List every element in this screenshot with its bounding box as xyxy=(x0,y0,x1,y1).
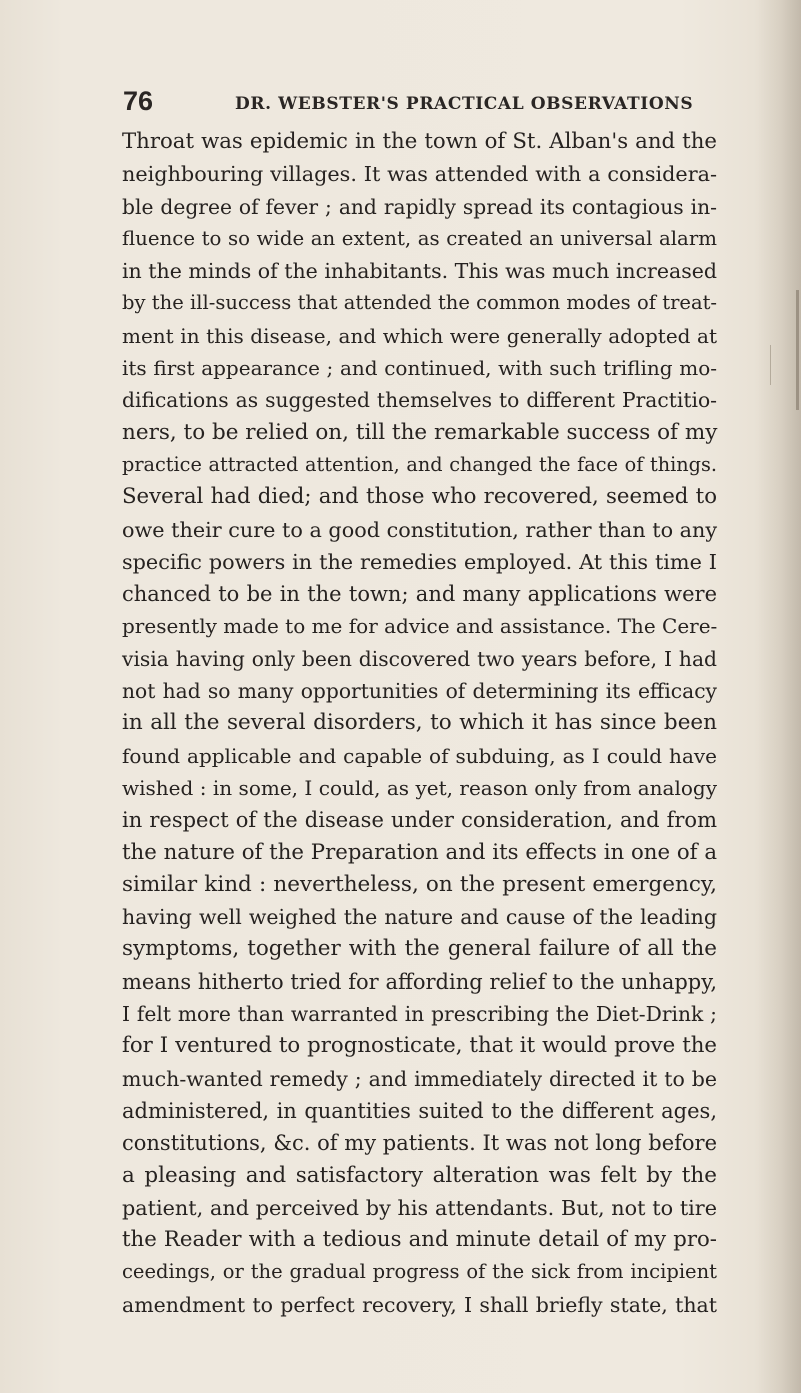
text-line: Several had died; and those who recovered, seemed to xyxy=(122,484,717,510)
text-line: I felt more than warranted in prescribing the Diet-Drink ; xyxy=(122,1002,717,1027)
text-line: in respect of the disease under consideration, and from xyxy=(122,808,717,833)
text-line: for I ventured to prognosticate, that it would prove the xyxy=(122,1033,717,1059)
text-line: ners, to be relied on, till the remarkable success of my xyxy=(122,419,718,445)
text-line: found applicable and capable of subduing, as I could have xyxy=(122,743,717,768)
page-edge-shadow xyxy=(757,0,801,1393)
text-line: in all the several disorders, to which it has since been xyxy=(122,710,717,736)
text-line: similar kind : nevertheless, on the present emergency, xyxy=(122,871,717,897)
text-line: ceedings, or the gradual progress of the sick from incipient xyxy=(122,1260,717,1284)
text-line: neighbouring villages. It was attended with a considera- xyxy=(122,162,717,187)
text-line: ment in this disease, and which were generally adopted at xyxy=(122,323,717,348)
text-line: patient, and perceived by his attendants. But, not to tire xyxy=(122,1195,717,1220)
text-line: administered, in quantities suited to the different ages, xyxy=(122,1098,717,1123)
text-line: means hitherto tried for affording relief to the unhappy, xyxy=(122,969,717,994)
text-line: fluence to so wide an extent, as created an universal alarm xyxy=(122,226,717,250)
text-line: the nature of the Preparation and its effects in one of a xyxy=(122,839,717,865)
text-line: practice attracted attention, and changed the face of things. xyxy=(122,452,717,476)
page-edge-mark xyxy=(796,290,799,410)
text-line: specific powers in the remedies employed. At this time I xyxy=(122,549,717,574)
text-line: in the minds of the inhabitants. This was much increased xyxy=(122,259,717,284)
text-line: a pleasing and satisfactory alteration was felt by the xyxy=(122,1162,717,1188)
text-line: Throat was epidemic in the town of St. Alban's and the xyxy=(122,129,717,154)
text-line: the Reader with a tedious and minute detail of my pro- xyxy=(122,1227,717,1253)
text-line: not had so many opportunities of determining its efficacy xyxy=(122,679,717,704)
text-line: much-wanted remedy ; and immediately directed it to be xyxy=(122,1066,717,1091)
text-line: ble degree of fever ; and rapidly spread its contagious in- xyxy=(122,194,717,219)
text-line: amendment to perfect recovery, I shall briefly state, that xyxy=(122,1292,717,1317)
text-line: presently made to me for advice and assistance. The Cere- xyxy=(122,614,718,639)
page-edge-mark-secondary xyxy=(770,345,771,385)
body-text xyxy=(122,126,717,1321)
text-line: constitutions, &c. of my patients. It was not long before xyxy=(122,1131,717,1156)
text-line: symptoms, together with the general failure of all the xyxy=(122,936,717,962)
page-header xyxy=(0,86,801,120)
text-line: its first appearance ; and continued, with such trifling mo- xyxy=(122,356,717,381)
text-line: having well weighed the nature and cause of the leading xyxy=(122,905,717,930)
text-line: visia having only been discovered two years before, I had xyxy=(122,646,717,671)
text-line: difications as suggested themselves to different Practitio- xyxy=(122,388,717,413)
text-line: owe their cure to a good constitution, rather than to any xyxy=(122,517,718,542)
text-line: by the ill-success that attended the common modes of treat- xyxy=(122,291,717,315)
running-head: DR. WEBSTER'S PRACTICAL OBSERVATIONS xyxy=(235,94,694,114)
text-line: chanced to be in the town; and many applications were xyxy=(122,582,717,607)
text-line: wished : in some, I could, as yet, reason only from analogy xyxy=(122,775,717,800)
page-number: 76 xyxy=(123,86,154,116)
